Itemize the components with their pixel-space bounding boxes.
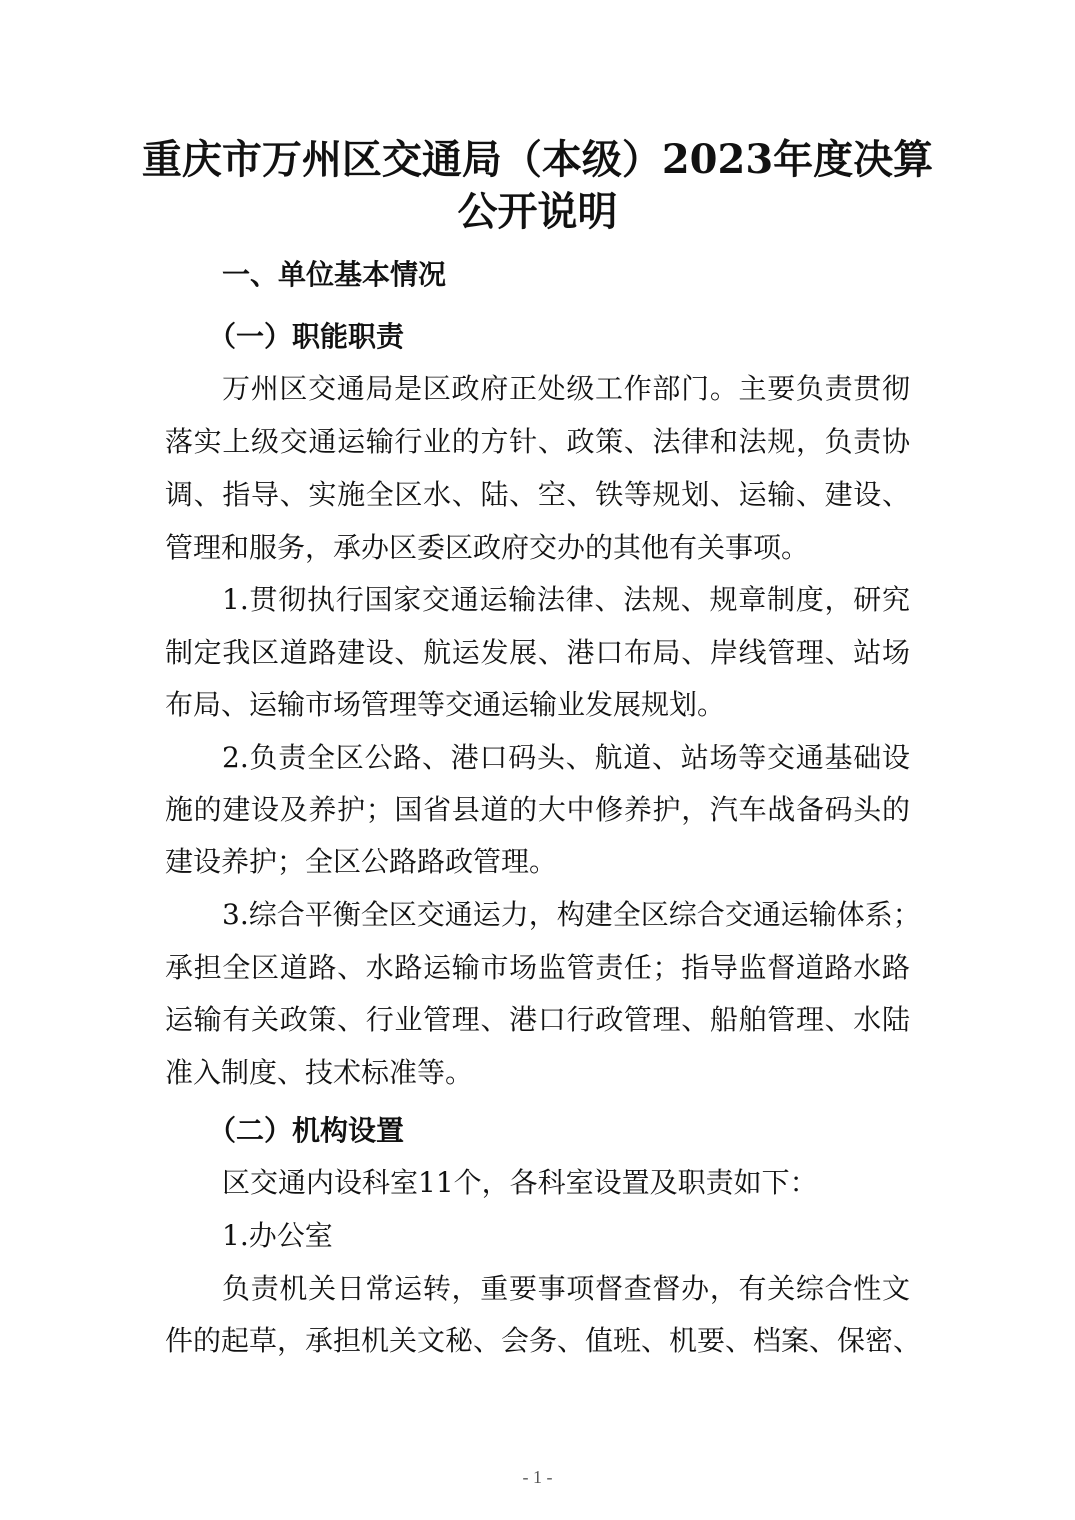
- document-title-line-1: 重庆市万州区交通局（本级）2023年度决算: [141, 136, 934, 183]
- paragraph-line: 布局、运输市场管理等交通运输业发展规划。: [165, 688, 726, 721]
- subsection-heading-organization: （二）机构设置: [208, 1114, 405, 1147]
- paragraph-line: 万州区交通局是区政府正处级工作部门。主要负责贯彻: [222, 372, 910, 405]
- paragraph-line: 制定我区道路建设、航运发展、港口布局、岸线管理、站场: [165, 636, 910, 669]
- office-heading: 1.办公室: [222, 1219, 333, 1252]
- page-number: - 1 -: [522, 1467, 553, 1487]
- paragraph-line: 准入制度、技术标准等。: [165, 1056, 474, 1089]
- paragraph-line: 落实上级交通运输行业的方针、政策、法律和法规，负责协: [165, 425, 910, 458]
- paragraph-line: 2.负责全区公路、港口码头、航道、站场等交通基础设: [222, 741, 910, 774]
- paragraph-line: 管理和服务，承办区委区政府交办的其他有关事项。: [165, 531, 810, 564]
- paragraph-line: 1.贯彻执行国家交通运输法律、法规、规章制度，研究: [222, 583, 910, 616]
- paragraph-line: 运输有关政策、行业管理、港口行政管理、船舶管理、水陆: [165, 1003, 910, 1036]
- document-title-line-2: 公开说明: [457, 188, 618, 235]
- paragraph-line: 建设养护；全区公路路政管理。: [165, 845, 558, 878]
- paragraph-line: 施的建设及养护；国省县道的大中修养护，汽车战备码头的: [165, 793, 910, 826]
- section-heading-basic-info: 一、单位基本情况: [222, 258, 447, 291]
- paragraph-line: 负责机关日常运转，重要事项督查督办，有关综合性文: [222, 1272, 910, 1305]
- paragraph-line: 承担全区道路、水路运输市场监管责任；指导监督道路水路: [165, 951, 910, 984]
- paragraph-line: 3.综合平衡全区交通运力，构建全区综合交通运输体系；: [222, 898, 921, 931]
- paragraph-line: 调、指导、实施全区水、陆、空、铁等规划、运输、建设、: [165, 478, 910, 511]
- paragraph-line: 件的起草，承担机关文秘、会务、值班、机要、档案、保密、: [165, 1324, 922, 1357]
- paragraph-line: 区交通内设科室11个，各科室设置及职责如下：: [222, 1166, 818, 1199]
- subsection-heading-functions: （一）职能职责: [208, 320, 405, 353]
